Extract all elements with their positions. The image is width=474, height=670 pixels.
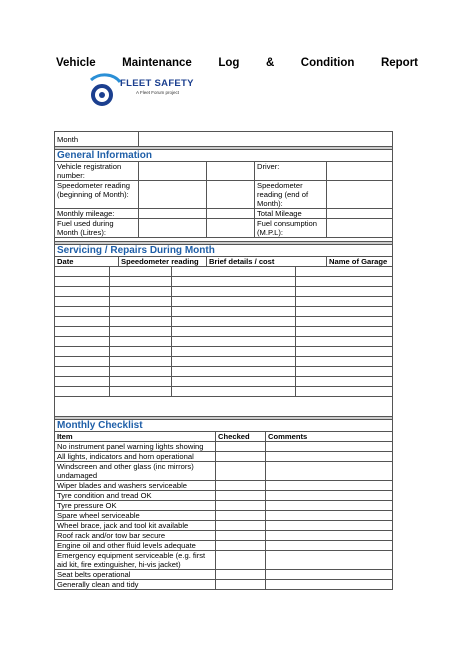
servicing-cell-input[interactable] [296, 307, 393, 317]
servicing-heading: Servicing / Repairs During Month [55, 245, 393, 257]
general-label: Monthly mileage: [55, 209, 139, 219]
servicing-row [55, 387, 393, 397]
servicing-cell-input[interactable] [55, 347, 110, 357]
servicing-cell-input[interactable] [172, 267, 296, 277]
checklist-item: Emergency equipment serviceable (e.g. first aid kit, fire extinguisher, hi-vis jacket) [55, 551, 216, 570]
title-word: Vehicle [56, 57, 96, 69]
servicing-cell-input[interactable] [55, 327, 110, 337]
general-row [55, 219, 393, 238]
servicing-rows [54, 266, 393, 397]
checklist-row [55, 511, 393, 521]
checklist-row [55, 521, 393, 531]
servicing-cell-input[interactable] [172, 327, 296, 337]
servicing-cell-input[interactable] [172, 347, 296, 357]
checklist-row [55, 580, 393, 590]
checklist-row [55, 452, 393, 462]
checklist-item: Tyre condition and tread OK [55, 491, 216, 501]
servicing-row [55, 307, 393, 317]
servicing-cell-input[interactable] [296, 357, 393, 367]
checklist-row [55, 481, 393, 491]
servicing-header-row [55, 257, 393, 267]
general-value-input[interactable] [139, 219, 207, 238]
general-value-input[interactable] [327, 181, 393, 209]
checklist-row [55, 541, 393, 551]
servicing-cell-input[interactable] [110, 317, 172, 327]
servicing-cell-input[interactable] [296, 297, 393, 307]
checked-cell[interactable] [216, 580, 266, 590]
servicing-cell-input[interactable] [55, 297, 110, 307]
checklist-item: Wheel brace, jack and tool kit available [55, 521, 216, 531]
servicing-cell-input[interactable] [296, 277, 393, 287]
column-header: Item [55, 432, 216, 442]
checklist-item: Windscreen and other glass (inc mirrors) undamaged [55, 462, 216, 481]
column-header: Checked [216, 432, 266, 442]
servicing-cell-input[interactable] [110, 347, 172, 357]
servicing-row [55, 277, 393, 287]
comments-cell[interactable] [266, 501, 393, 511]
checklist-header-row [55, 432, 393, 442]
servicing-cell-input[interactable] [296, 347, 393, 357]
checklist-item: Generally clean and tidy [55, 580, 216, 590]
checked-cell[interactable] [216, 570, 266, 580]
general-label: Total Mileage [255, 209, 327, 219]
checked-cell[interactable] [216, 541, 266, 551]
servicing-row [55, 347, 393, 357]
servicing-cell-input[interactable] [55, 267, 110, 277]
servicing-cell-input[interactable] [110, 327, 172, 337]
servicing-row [55, 317, 393, 327]
column-header: Date [55, 257, 119, 267]
month-row [55, 132, 393, 147]
servicing-cell-input[interactable] [55, 377, 110, 387]
servicing-cell-input[interactable] [296, 327, 393, 337]
servicing-cell-input[interactable] [55, 357, 110, 367]
servicing-row [55, 287, 393, 297]
checked-cell[interactable] [216, 491, 266, 501]
servicing-cell-input[interactable] [172, 377, 296, 387]
checked-cell[interactable] [216, 531, 266, 541]
general-value-input[interactable] [327, 219, 393, 238]
fleet-safety-logo [88, 70, 198, 110]
checked-cell[interactable] [216, 442, 266, 452]
checked-cell[interactable] [216, 521, 266, 531]
servicing-cell-input[interactable] [172, 317, 296, 327]
comments-cell[interactable] [266, 452, 393, 462]
comments-cell[interactable] [266, 511, 393, 521]
checklist-item: Seat belts operational [55, 570, 216, 580]
servicing-cell-input[interactable] [172, 307, 296, 317]
checklist-item: Engine oil and other fluid levels adequate [55, 541, 216, 551]
report-form [54, 131, 392, 590]
servicing-cell-input[interactable] [172, 297, 296, 307]
general-info-heading: General Information [55, 150, 393, 162]
general-value-input[interactable] [139, 181, 207, 209]
checklist-item: All lights, indicators and horn operational [55, 452, 216, 462]
general-value-input[interactable] [327, 162, 393, 181]
checklist-row [55, 501, 393, 511]
month-input[interactable] [139, 132, 393, 147]
servicing-row [55, 337, 393, 347]
servicing-cell-input[interactable] [55, 317, 110, 327]
servicing-cell-input[interactable] [110, 297, 172, 307]
checklist-row [55, 551, 393, 570]
servicing-cell-input[interactable] [296, 387, 393, 397]
general-label: Vehicle registration number: [55, 162, 139, 181]
column-header: Name of Garage [327, 257, 393, 267]
checklist-heading: Monthly Checklist [55, 420, 393, 432]
general-label: Driver: [255, 162, 327, 181]
comments-cell[interactable] [266, 521, 393, 531]
servicing-row [55, 297, 393, 307]
comments-cell[interactable] [266, 541, 393, 551]
general-row [55, 181, 393, 209]
comments-cell[interactable] [266, 551, 393, 570]
form-table [54, 131, 393, 267]
checklist-item: Spare wheel serviceable [55, 511, 216, 521]
checked-cell[interactable] [216, 511, 266, 521]
servicing-cell-input[interactable] [110, 387, 172, 397]
servicing-cell-input[interactable] [55, 337, 110, 347]
checklist-item: Tyre pressure OK [55, 501, 216, 511]
servicing-cell-input[interactable] [172, 337, 296, 347]
title-word: Maintenance [122, 57, 192, 69]
servicing-cell-input[interactable] [172, 367, 296, 377]
checked-cell[interactable] [216, 551, 266, 570]
comments-cell[interactable] [266, 491, 393, 501]
servicing-cell-input[interactable] [172, 387, 296, 397]
column-header: Speedometer reading [119, 257, 207, 267]
checked-cell[interactable] [216, 501, 266, 511]
comments-cell[interactable] [266, 570, 393, 580]
servicing-row [55, 377, 393, 387]
checklist-item: No instrument panel warning lights showing [55, 442, 216, 452]
title-word: & [265, 57, 275, 69]
general-label: Fuel consumption (M.P.L): [255, 219, 327, 238]
servicing-cell-input[interactable] [110, 367, 172, 377]
comments-cell[interactable] [266, 580, 393, 590]
servicing-cell-input[interactable] [172, 277, 296, 287]
title-word: Log [218, 57, 240, 69]
servicing-cell-input[interactable] [55, 287, 110, 297]
servicing-cell-input[interactable] [110, 287, 172, 297]
comments-cell[interactable] [266, 442, 393, 452]
general-label: Fuel used during Month (Litres): [55, 219, 139, 238]
logo-tagline: A Fleet Forum project [136, 90, 180, 95]
general-value-input[interactable] [139, 162, 207, 181]
servicing-cell-input[interactable] [110, 267, 172, 277]
checklist-row [55, 462, 393, 481]
servicing-cell-input[interactable] [55, 367, 110, 377]
title-word: Report [380, 57, 418, 69]
month-label: Month [55, 132, 139, 147]
servicing-cell-input[interactable] [172, 357, 296, 367]
comments-cell[interactable] [266, 531, 393, 541]
servicing-cell-input[interactable] [110, 277, 172, 287]
servicing-row [55, 357, 393, 367]
servicing-row [55, 267, 393, 277]
servicing-cell-input[interactable] [55, 277, 110, 287]
servicing-cell-input[interactable] [110, 357, 172, 367]
servicing-cell-input[interactable] [55, 387, 110, 397]
servicing-row [55, 327, 393, 337]
servicing-row [55, 367, 393, 377]
comments-cell[interactable] [266, 462, 393, 481]
general-label: Speedometer reading (end of Month): [255, 181, 327, 209]
logo-swirl-icon [88, 70, 122, 110]
checklist-row [55, 491, 393, 501]
general-label: Speedometer reading (beginning of Month): [55, 181, 139, 209]
column-header: Brief details / cost [207, 257, 327, 267]
general-value-input[interactable] [139, 209, 207, 219]
servicing-cell-input[interactable] [55, 307, 110, 317]
servicing-cell-input[interactable] [110, 307, 172, 317]
checklist-row [55, 570, 393, 580]
checklist-row [55, 531, 393, 541]
general-value-input[interactable] [327, 209, 393, 219]
column-header: Comments [266, 432, 393, 442]
servicing-cell-input[interactable] [296, 337, 393, 347]
servicing-cell-input[interactable] [296, 377, 393, 387]
servicing-cell-input[interactable] [110, 377, 172, 387]
servicing-cell-input[interactable] [296, 267, 393, 277]
comments-cell[interactable] [266, 481, 393, 491]
checklist-table [54, 396, 393, 590]
servicing-cell-input[interactable] [110, 337, 172, 347]
checked-cell[interactable] [216, 481, 266, 491]
title-word: Condition [300, 57, 355, 69]
checklist-item: Roof rack and/or tow bar secure [55, 531, 216, 541]
checked-cell[interactable] [216, 452, 266, 462]
servicing-cell-input[interactable] [172, 287, 296, 297]
servicing-cell-input[interactable] [296, 287, 393, 297]
logo-name: FLEET SAFETY [120, 78, 194, 89]
checklist-row [55, 442, 393, 452]
general-row [55, 162, 393, 181]
report-title [56, 57, 418, 69]
servicing-cell-input[interactable] [296, 367, 393, 377]
servicing-cell-input[interactable] [296, 317, 393, 327]
general-row [55, 209, 393, 219]
checked-cell[interactable] [216, 462, 266, 481]
checklist-item: Wiper blades and washers serviceable [55, 481, 216, 491]
